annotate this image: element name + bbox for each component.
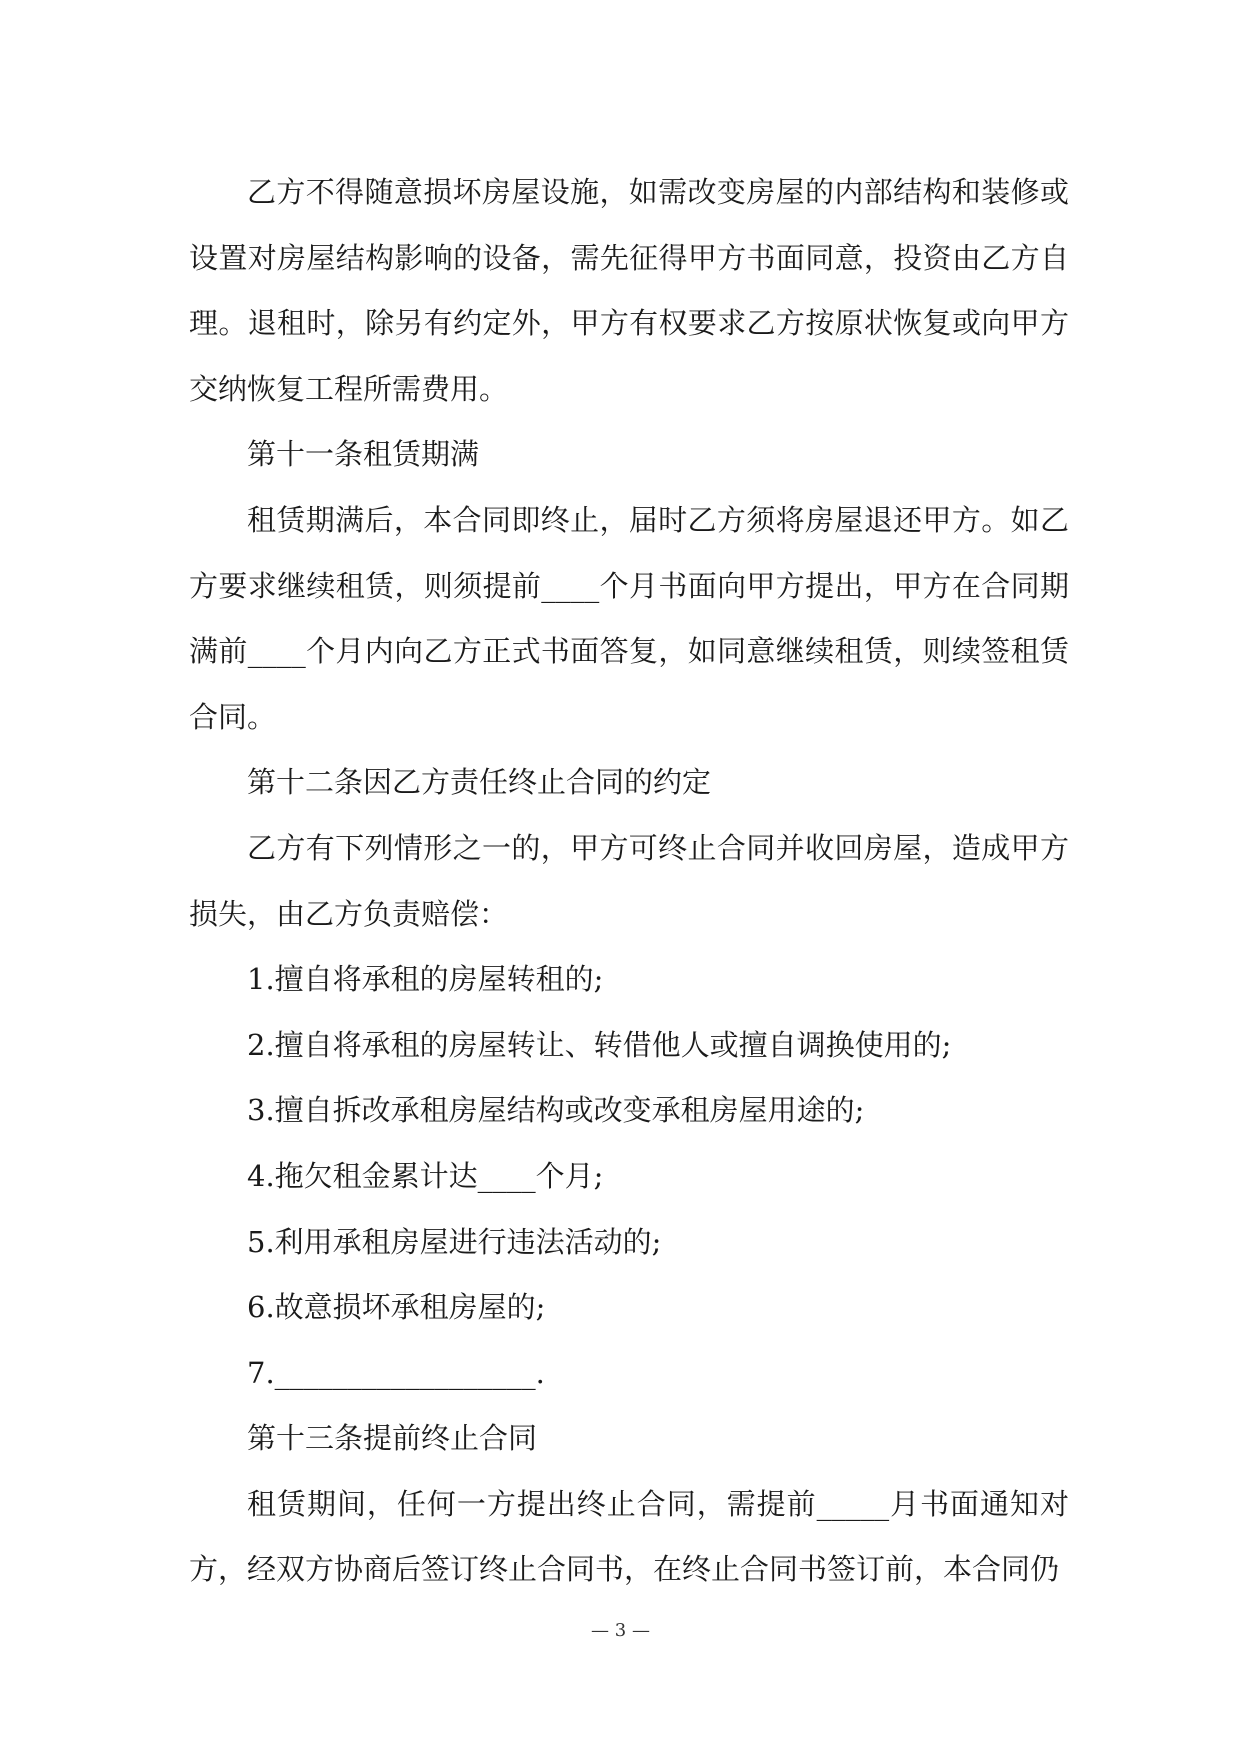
- list-item-6: 6.故意损坏承租房屋的;: [247, 1290, 546, 1325]
- paragraph-lease-expiry: 租赁期满后，本合同即终止，届时乙方须将房屋退还甲方。如乙方要求继续租赁，则须提前____个月书面向甲方提出，甲方在合同期满前____个月内向乙方正式书面答复，如同意继续租赁，则续签租赁合同。: [189, 502, 1069, 734]
- list-item-3: 3.擅自拆改承租房屋结构或改变承租房屋用途的;: [247, 1093, 865, 1128]
- paragraph-early-termination: 租赁期间，任何一方提出终止合同，需提前_____月书面通知对方，经双方协商后签订终止合同书，在终止合同书签订前，本合同仍: [189, 1486, 1069, 1587]
- document-body: [189, 160, 1069, 1603]
- page-number: — 3 —: [591, 1620, 650, 1641]
- article-13-heading: 第十三条提前终止合同: [247, 1421, 538, 1456]
- list-item-5: 5.利用承租房屋进行违法活动的;: [247, 1224, 662, 1259]
- list-item-2: 2.擅自将承租的房屋转让、转借他人或擅自调换使用的;: [247, 1027, 952, 1062]
- paragraph-termination-conditions: 乙方有下列情形之一的，甲方可终止合同并收回房屋，造成甲方损失，由乙方负责赔偿：: [189, 830, 1069, 931]
- article-11-heading: 第十一条租赁期满: [247, 437, 480, 472]
- list-item-7: 7.__________________.: [247, 1355, 545, 1390]
- list-item-1: 1.擅自将承租的房屋转租的;: [247, 962, 604, 997]
- article-12-heading: 第十二条因乙方责任终止合同的约定: [247, 765, 712, 800]
- paragraph-restrictions: 乙方不得随意损坏房屋设施，如需改变房屋的内部结构和装修或设置对房屋结构影响的设备，需先征得甲方书面同意，投资由乙方自理。退租时，除另有约定外，甲方有权要求乙方按原状恢复或向甲方交纳恢复工程所需费用。: [189, 175, 1069, 406]
- list-item-4: 4.拖欠租金累计达____个月;: [247, 1158, 604, 1193]
